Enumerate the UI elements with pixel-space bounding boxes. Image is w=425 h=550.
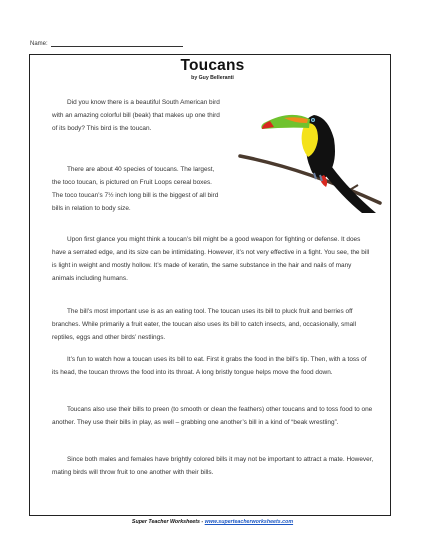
footer-brand: Super Teacher Worksheets bbox=[131, 519, 200, 525]
footer-url-link[interactable]: www.superteacherworksheets.com bbox=[204, 519, 294, 525]
footer-separator: - bbox=[199, 519, 205, 525]
paragraph-3: Upon first glance you might think a toucan’s bill might be a good weapon for fighting or defense. It does have a serrated edge, and its size can be intimidating. However, it’s not very effective in a fight. You see, the bill is light in weight and mostly hollow. It’s made of keratin, the same substance in the hair and nails of many animals including humans. bbox=[52, 236, 370, 282]
paragraph-6: Toucans also use their bills to preen (to smooth or clean the feathers) other toucans and to toss food to one another. They use their bills in play, as well – grabbing one another’s bill in a kind of “beak wrestling”. bbox=[52, 406, 373, 426]
paragraph-1: Did you know there is a beautiful South American bird with an amazing colorful bill (beak) that makes up one third of its body? This bird is the toucan. bbox=[52, 99, 220, 132]
toucan-illustration bbox=[230, 101, 382, 214]
toucan-tail bbox=[322, 167, 376, 213]
article-byline: by Guy Belleranti bbox=[191, 75, 234, 81]
paragraph-7: Since both males and females have brightly colored bills it may not be important to attract a mate. However, mating birds will throw fruit to one another with their bills. bbox=[52, 456, 374, 476]
paragraph-4: The bill’s most important use is as an eating tool. The toucan uses its bill to pluck fruit and berries off branches. While primarily a fruit eater, the toucan also uses its bill to catch insects, and, occasionally, small reptiles, eggs and other birds’ nestlings. bbox=[52, 308, 357, 341]
name-label: Name: bbox=[30, 41, 48, 47]
name-field-row bbox=[30, 40, 183, 47]
paragraph-2: There are about 40 species of toucans. The largest, the toco toucan, is pictured on Fruit Loops cereal boxes. The toco toucan’s 7½ inch long bill is the biggest of all bird bills in relation to body size. bbox=[52, 166, 219, 212]
footer-credit bbox=[0, 519, 425, 525]
article-title: Toucans bbox=[180, 57, 245, 74]
paragraph-5: It’s fun to watch how a toucan uses its bill to eat. First it grabs the food in the bill’s tip. Then, with a toss of its head, the toucan throws the food into its throat. A long bristly tongue helps move the food down. bbox=[52, 356, 367, 376]
name-blank-line[interactable] bbox=[51, 40, 183, 47]
toucan-photo bbox=[230, 101, 382, 214]
